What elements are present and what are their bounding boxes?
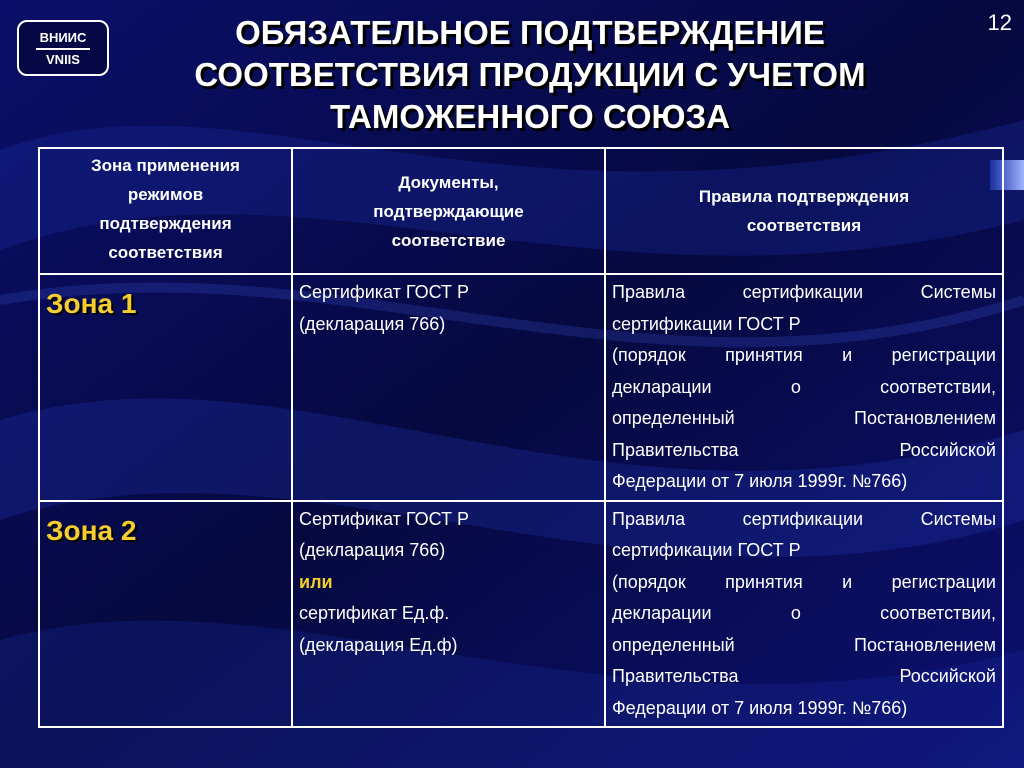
rules-line: Федерации от 7 июля 1999г. №766) xyxy=(612,471,908,491)
table-row xyxy=(39,501,1003,728)
header-line: Правила подтверждения xyxy=(698,187,910,206)
documents-or-word: или xyxy=(299,571,333,592)
table-row xyxy=(39,274,1003,501)
rules-line: сертификации ГОСТ Р xyxy=(612,313,801,334)
logo-text-bottom: VNIIS xyxy=(46,51,80,67)
documents-line: (декларация 766) xyxy=(299,313,446,334)
rules-cell xyxy=(605,501,1003,728)
rules-line: (порядок принятия и регистрации xyxy=(612,571,996,592)
documents-line: (декларация Ед.ф) xyxy=(299,634,458,655)
rules-line: Правила сертификации Системы xyxy=(612,282,996,302)
header-rules xyxy=(605,148,1003,274)
title-line: ОБЯЗАТЕЛЬНОЕ ПОДТВЕРЖДЕНИЕ xyxy=(235,14,825,51)
rules-line: (порядок принятия и регистрации xyxy=(612,345,996,365)
header-documents xyxy=(292,148,605,274)
rules-line: Федерации от 7 июля 1999г. №766) xyxy=(612,697,908,718)
header-line: подтверждения xyxy=(99,214,232,233)
documents-line: Сертификат ГОСТ Р xyxy=(299,508,470,529)
rules-line: Правительства Российской xyxy=(612,439,996,460)
documents-line: (декларация 766) xyxy=(299,540,446,560)
rules-line: определенный Постановлением xyxy=(612,408,996,428)
header-line: соответствие xyxy=(391,230,506,250)
logo-text-top: ВНИИС xyxy=(39,29,87,45)
header-line: Зона применения xyxy=(91,156,240,175)
page-number: 12 xyxy=(987,10,1012,35)
zone-label: Зона 1 xyxy=(39,274,292,501)
header-line: подтверждающие xyxy=(373,201,524,221)
rules-line: сертификации ГОСТ Р xyxy=(612,540,801,560)
rules-line: определенный Постановлением xyxy=(612,634,996,655)
documents-line: Сертификат ГОСТ Р xyxy=(299,282,470,302)
rules-line: Правительства Российской xyxy=(612,666,996,686)
logo-divider xyxy=(36,48,90,50)
title-line: СООТВЕТСТВИЯ ПРОДУКЦИИ С УЧЕТОМ xyxy=(194,56,866,93)
rules-line: Правила сертификации Системы xyxy=(612,508,996,529)
rules-cell xyxy=(605,274,1003,501)
rules-line: декларации о соответствии, xyxy=(612,376,996,397)
documents-cell xyxy=(292,501,605,728)
table-header-row xyxy=(39,148,1003,274)
slide-title xyxy=(120,12,940,138)
documents-cell xyxy=(292,274,605,501)
title-line: ТАМОЖЕННОГО СОЮЗА xyxy=(329,98,731,135)
header-zone xyxy=(39,148,292,274)
zone-label: Зона 2 xyxy=(39,501,292,728)
vniis-logo xyxy=(17,20,109,76)
header-line: соответствия xyxy=(746,216,862,235)
header-line: соответствия xyxy=(108,243,223,262)
documents-line: сертификат Ед.ф. xyxy=(299,603,450,623)
rules-line: декларации о соответствии, xyxy=(612,603,996,623)
header-line: режимов xyxy=(127,185,204,204)
header-line: Документы, xyxy=(398,172,499,192)
certification-table xyxy=(38,147,1004,728)
